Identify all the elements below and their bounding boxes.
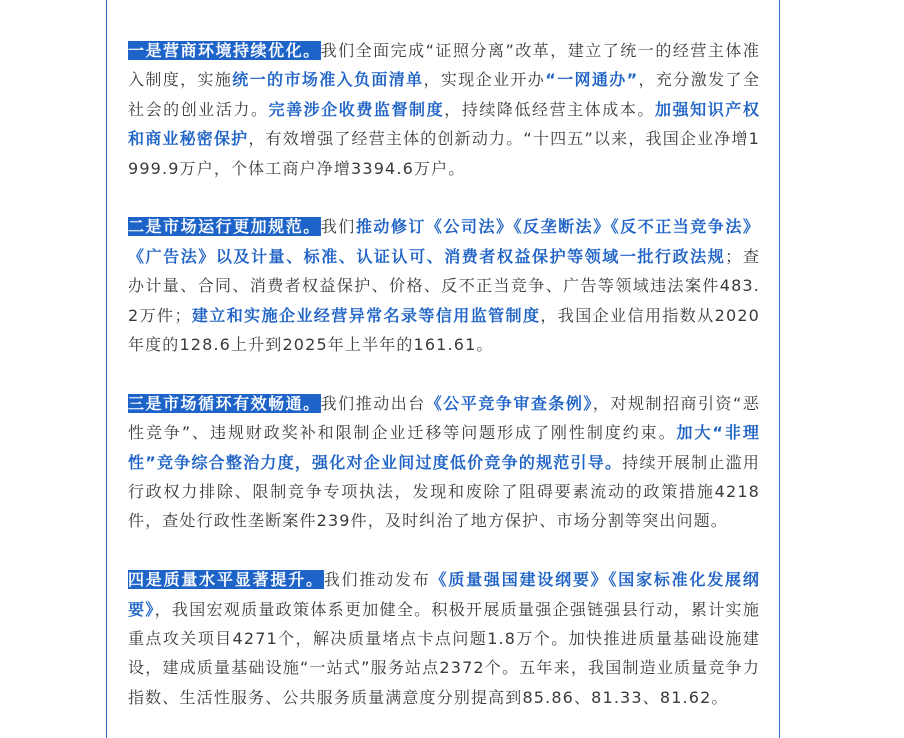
paragraph-market-regulation bbox=[128, 212, 760, 359]
highlight-text: 推动修订《公司法》《反垄断法》《反不正当竞争法》《广告法》以及计量、标准、认证认可、消费者权益保护等领域一批行政法规 bbox=[128, 217, 760, 266]
article-body bbox=[128, 36, 760, 712]
highlight-text: “一网通办” bbox=[545, 70, 639, 90]
highlight-text: 完善涉企收费监督制度 bbox=[268, 99, 445, 119]
highlight-text: 《质量强国建设纲要》《国家标准化发展纲要》 bbox=[128, 570, 760, 619]
paragraph-text: ；查办计量、合同、消费者权益保护、价格、反不正当竞争、广告等领域违法案件483.2万件； bbox=[128, 246, 760, 325]
paragraph-text: ，有效增强了经营主体的创新动力。“十四五”以来，我国企业净增1999.9万户，个体工商户净增3394.6万户。 bbox=[128, 129, 760, 178]
heading-market-regulation: 二是市场运行更加规范。 bbox=[128, 217, 321, 237]
highlight-text: 《公平竞争审查条例》 bbox=[425, 393, 593, 413]
paragraph-text: 我们推动发布 bbox=[323, 570, 431, 590]
paragraph-text: ，我国宏观质量政策体系更加健全。积极开展质量强企强链强县行动，累计实施重点攻关项目4271个，解决质量堵点卡点问题1.8万个。加快推进质量基础设施建设，建成质量基础设施“一站式”服务站点2372个。五年来，我国制造业质量竞争力指数、生活性服务、公共服务质量满意度分别提高到85.86、81.33、81.62。 bbox=[128, 599, 760, 707]
highlight-text: 统一的市场准入负面清单 bbox=[232, 70, 424, 90]
paragraph-business-environment bbox=[128, 36, 760, 183]
paragraph-text: ，持续降低经营主体成本。 bbox=[444, 99, 655, 119]
paragraph-text: ，实现企业开办 bbox=[423, 70, 546, 90]
highlight-text: 加强知识产权和商业秘密保护 bbox=[128, 99, 760, 149]
paragraph-text: 我们全面完成“证照分离”改革，建立了统一的经营主体准入制度，实施 bbox=[128, 41, 761, 90]
heading-market-circulation: 三是市场循环有效畅通。 bbox=[128, 393, 321, 413]
paragraph-text: ，充分激发了全社会的创业活力。 bbox=[128, 70, 760, 119]
paragraph-text: 我们 bbox=[320, 217, 356, 237]
highlight-text: 建立和实施企业经营异常名录等信用监管制度 bbox=[191, 305, 541, 325]
paragraph-market-circulation bbox=[128, 389, 760, 536]
highlight-text: 加大“非理性”竞争综合整治力度，强化对企业间过度低价竞争的规范引导。 bbox=[128, 423, 760, 472]
heading-business-environment: 一是营商环境持续优化。 bbox=[128, 41, 321, 60]
paragraph-text: 持续开展制止滥用行政权力排除、限制竞争专项执法，发现和废除了阻碍要素流动的政策措施4218件，查处行政性垄断案件239件，及时纠治了地方保护、市场分割等突出问题。 bbox=[128, 452, 761, 531]
paragraph-text: ，我国企业信用指数从2020年度的128.6上升到2025年上半年的161.61。 bbox=[128, 305, 760, 355]
paragraph-quality-improvement bbox=[128, 565, 760, 712]
paragraph-text: ，对规制招商引资“恶性竞争”、违规财政奖补和限制企业迁移等问题形成了刚性制度约束。 bbox=[128, 393, 760, 443]
heading-quality-improvement: 四是质量水平显著提升。 bbox=[128, 570, 324, 590]
paragraph-text: 我们推动出台 bbox=[320, 393, 426, 413]
